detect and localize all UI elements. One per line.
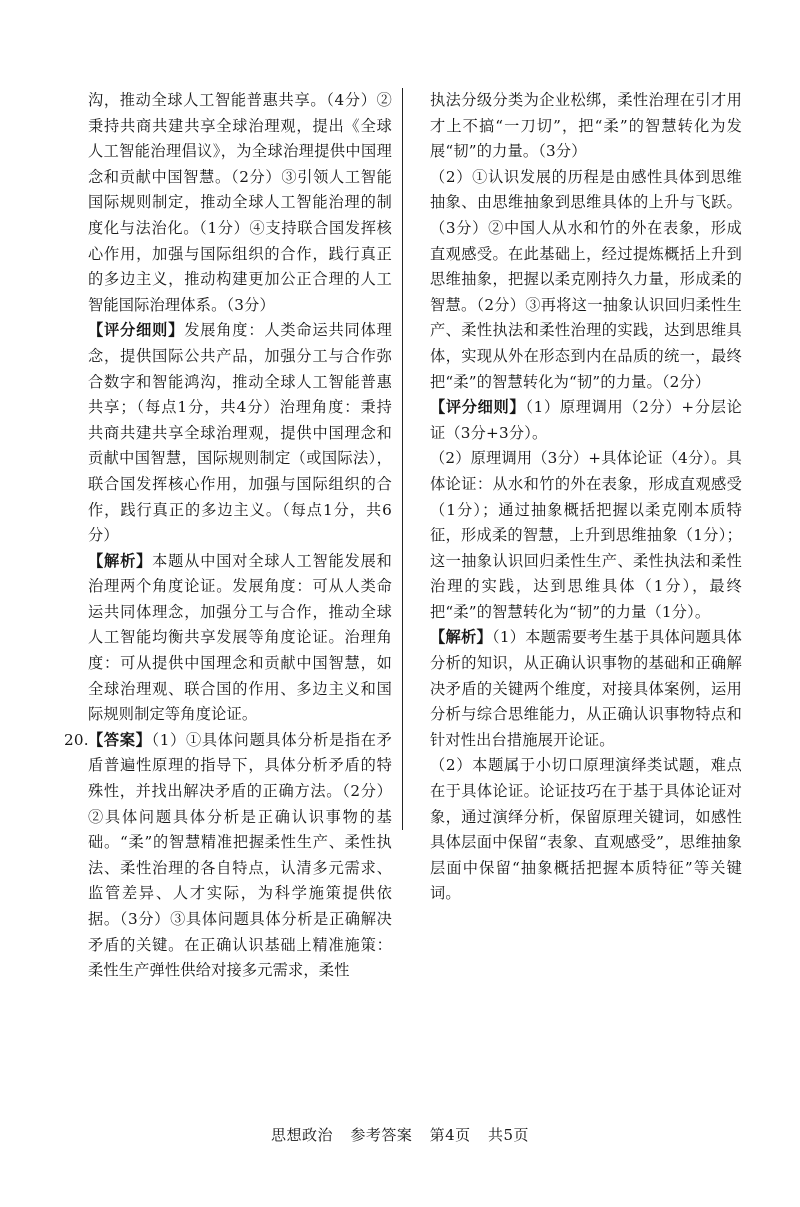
scoring-rules-text: 发展角度：人类命运共同体理念，提供国际公共产品，加强分工与合作弥合数字和智能鸿沟，推动全球人工智能普惠共享；（每点1分，共4分）治理角度：秉持共商共建共享全球治理观，提供中国理念和贡献中国智慧，国际规则制定（或国际法），联合国发挥核心作用，加强与国际组织的合作，践行真正的多边主义。（每点1分，共6分） — [88, 321, 392, 545]
scoring-rules-paragraph — [430, 395, 742, 446]
footer-page-number: 第4页 — [429, 1126, 471, 1144]
analysis-text: 本题从中国对全球人工智能发展和治理两个角度论证。发展角度：可从人类命运共同体理念，加强分工与合作，推动全球人工智能均衡共享发展等角度论证。治理角度：可从提供中国理念和贡献中国智慧，如全球治理观、联合国的作用、多边主义和国际规则制定等角度论证。 — [88, 551, 392, 724]
scoring-rules-paragraph — [88, 318, 392, 548]
page-footer — [0, 1124, 800, 1145]
scoring-rules-tag: 【评分细则】 — [430, 398, 526, 417]
question-number: 20. — [64, 730, 89, 749]
scoring-rules-text: （1）原理调用（2分）+分层论证（3分+3分）。 — [430, 398, 743, 442]
question-20-answer — [64, 728, 392, 984]
answer-paragraph: 沟，推动全球人工智能普惠共享。（4分）②秉持共商共建共享全球治理观，提出《全球人工智能治理倡议》，为全球治理提供中国理念和贡献中国智慧。（2分）③引领人工智能国际规则制定，推动全球人工智能治理的制度化与法治化。（1分）④支持联合国发挥核心作用，加强与国际组织的合作，践行真正的多边主义，推动构建更加公正合理的人工智能国际治理体系。（3分） — [88, 91, 392, 314]
footer-total-pages: 共5页 — [487, 1126, 529, 1144]
analysis-tag: 【解析】 — [88, 551, 153, 570]
analysis-detail: （2）本题属于小切口原理演绎类试题，难点在于具体论证。论证技巧在于基于具体论证对象，通过演绎分析，保留原理关键词，如感性具体层面中保留“表象、直观感受”，思维抽象层面中保留“抽象概括把握本质特征”等关键词。 — [430, 756, 742, 903]
answer-paragraph: 执法分级分类为企业松绑，柔性治理在引才用才上不搞“一刀切”，把“柔”的智慧转化为发展“韧”的力量。（3分） — [430, 91, 742, 161]
analysis-tag: 【解析】 — [430, 628, 492, 647]
answer-paragraph: （2）①认识发展的历程是由感性具体到思维抽象、由思维抽象到思维具体的上升与飞跃。（3分）②中国人从水和竹的外在表象，形成直观感受。在此基础上，经过提炼概括上升到思维抽象，把握以柔克刚持久力量，形成柔的智慧。（2分）③再将这一抽象认识回归柔性生产、柔性执法和柔性治理的实践，达到思维具体，实现从外在形态到内在品质的统一，最终把“柔”的智慧转化为“韧”的力量。（2分） — [430, 167, 742, 391]
left-column — [64, 88, 392, 984]
column-divider — [402, 88, 403, 830]
scoring-rules-tag: 【评分细则】 — [88, 321, 185, 340]
right-column — [430, 88, 742, 907]
footer-subject: 思想政治 — [271, 1126, 334, 1144]
answer-tag: 【答案】 — [88, 730, 152, 749]
analysis-paragraph — [88, 549, 392, 728]
footer-label: 参考答案 — [350, 1126, 413, 1144]
answer-text: （1）①具体问题具体分析是指在矛盾普遍性原理的指导下，具体分析矛盾的特殊性，并找出解决矛盾的正确方法。（2分）②具体问题具体分析是正确认识事物的基础。“柔”的智慧精准把握柔性生产、柔性执法、柔性治理的各自特点，认清多元需求、监管差异、人才实际，为科学施策提供依据。（3分）③具体问题具体分析是正确解决矛盾的关键。在正确认识基础上精准施策：柔性生产弹性供给对接多元需求，柔性 — [88, 730, 392, 980]
analysis-paragraph — [430, 625, 742, 753]
scoring-rules-detail: （2）原理调用（3分）+具体论证（4分）。具体论证：从水和竹的外在表象，形成直观感受（1分）；通过抽象概括把握以柔克刚本质特征，形成柔的智慧，上升到思维抽象（1分）；这一抽象认识回归柔性生产、柔性执法和柔性治理的实践，达到思维具体（1分），最终把“柔”的智慧转化为“韧”的力量（1分）。 — [430, 449, 742, 621]
analysis-text: （1）本题需要考生基于具体问题具体分析的知识，从正确认识事物的基础和正确解决矛盾的关键两个维度，对接具体案例，运用分析与综合思维能力，从正确认识事物特点和针对性出台措施展开论证。 — [430, 628, 742, 749]
